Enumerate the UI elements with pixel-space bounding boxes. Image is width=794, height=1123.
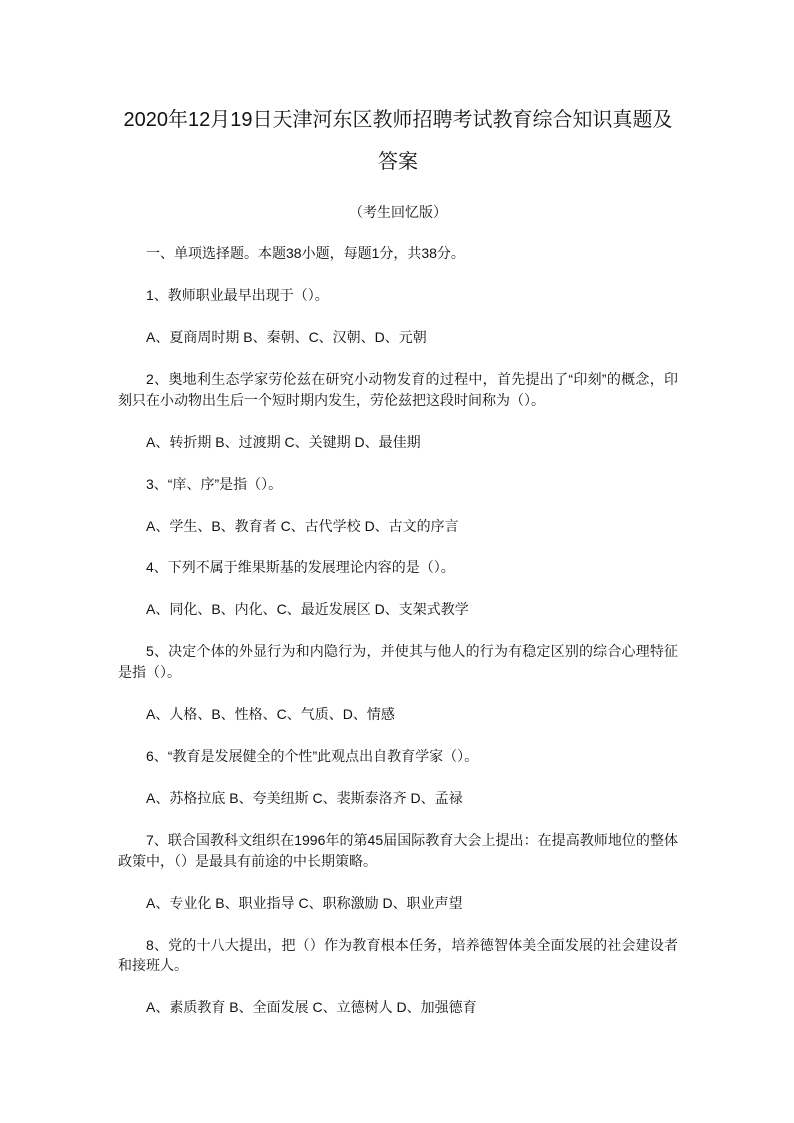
document-title: 2020年12月19日天津河东区教师招聘考试教育综合知识真题及答案 (123, 109, 673, 173)
document-body (118, 243, 678, 1039)
section-heading: 一、单项选择题。本题38小题，每题1分，共38分。 (146, 245, 465, 261)
question-stem: 1、教师职业最早出现于（）。 (146, 286, 329, 303)
question-options: A、人格、B、性格、C、气质、D、情感 (146, 706, 395, 723)
question-stem: 5、决定个体的外显行为和内隐行为，并使其与他人的行为有稳定区别的综合心理特征是指（）。 (118, 643, 678, 681)
question-options: A、同化、B、内化、C、最近发展区 D、支架式教学 (146, 601, 469, 618)
question-options: A、转折期 B、过渡期 C、关键期 D、最佳期 (146, 433, 421, 450)
question-stem: 7、联合国教科文组织在1996年的第45届国际教育大会上提出：在提高教师地位的整体政策中，（）是最具有前途的中长期策略。 (118, 831, 678, 869)
question-list (118, 285, 678, 1018)
question-stem: 4、下列不属于维果斯基的发展理论内容的是（）。 (146, 559, 455, 576)
question-stem: 6、“教育是发展健全的个性”此观点出自教育学家（）。 (146, 748, 479, 765)
question-options: A、学生、B、教育者 C、古代学校 D、古文的序言 (146, 517, 459, 534)
question-stem: 8、党的十八大提出，把（）作为教育根本任务，培养德智体美全面发展的社会建设者和接班人。 (118, 936, 678, 974)
question-options: A、夏商周时期 B、秦朝、C、汉朝、D、元朝 (146, 328, 427, 345)
question-options: A、苏格拉底 B、夸美纽斯 C、裴斯泰洛齐 D、孟禄 (146, 790, 463, 806)
question-options: A、素质教育 B、全面发展 C、立德树人 D、加强德育 (146, 999, 477, 1016)
question-options: A、专业化 B、职业指导 C、职称激励 D、职业声望 (146, 894, 463, 911)
question-stem: 3、“庠、序”是指（）。 (146, 475, 283, 492)
document-subtitle: （考生回忆版） (349, 204, 447, 220)
question-stem: 2、奥地利生态学家劳伦兹在研究小动物发育的过程中，首先提出了“印刻”的概念，印刻只在小动物出生后一个短时期内发生，劳伦兹把这段时间称为（）。 (118, 370, 678, 408)
